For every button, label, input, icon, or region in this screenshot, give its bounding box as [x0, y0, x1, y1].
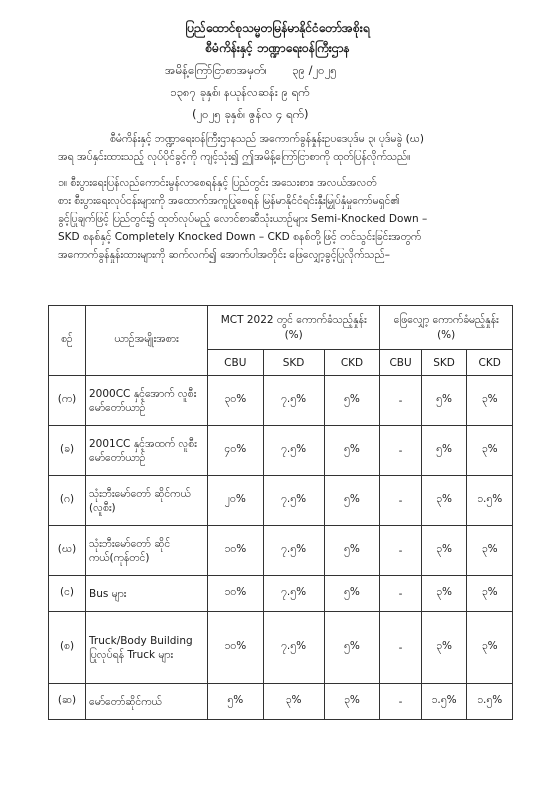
rate-cell: ၁၀% [208, 612, 264, 684]
paragraph-line: ၁။ စီးပွားရေးပြန်လည်ကောင်းမွန်လာစေရန်နှင့် ပြည်တွင်း အသေးစား၊ အလယ်အလတ် [58, 177, 377, 189]
rate-cell: ၃% [421, 476, 467, 526]
rate-cell: ၂၀% [208, 476, 264, 526]
rate-cell: ၄၀% [208, 426, 264, 476]
sub-header: CKD [467, 350, 513, 376]
rate-cell: ၇.၅% [263, 526, 324, 576]
paragraph-line: SKD စနစ်နှင့် Completely Knocked Down – CKD စနစ်တို့ဖြင့် တင်သွင်းခြင်းအတွက် [58, 231, 422, 243]
rate-cell: ၇.၅% [263, 612, 324, 684]
rate-cell: ၁၀% [208, 526, 264, 576]
col-index-header: စဉ် [49, 306, 86, 376]
row-index: (ခ) [49, 426, 86, 476]
row-index: (ဆ) [49, 684, 86, 720]
paragraph-line: စား စီးပွားရေးလုပ်ငန်းများကို အထောက်အကူပြုစေရန် မြန်မာနိုင်ငံရင်းနှီးမြှုပ်နှံမှုကော်မရှင်၏ [58, 195, 400, 207]
paragraph-line: အကောက်ခွန်နှုန်းထားများကို ဆက်လက်၍ အောက်ပါအတိုင်း ဖြေလျှော့ခွင့်ပြုလိုက်သည်– [58, 249, 390, 261]
sub-header: SKD [421, 350, 467, 376]
row-index: (စ) [49, 612, 86, 684]
table-row [49, 684, 513, 720]
group-current-header: MCT 2022 တွင် ကောက်ခံသည့်နှုန်း (%) [208, 306, 380, 350]
rate-cell: ၁.၅% [467, 476, 513, 526]
paragraph-line: အရ အပ်နှင်းထားသည့် လုပ်ပိုင်ခွင့်ကို ကျင့်သုံး၍ ဤအမိန့်ကြော်ငြာစာကို ထုတ်ပြန်လိုက်သည်။ [58, 151, 411, 163]
row-index: (က) [49, 376, 86, 426]
rate-cell: ၁၀% [208, 576, 264, 612]
rate-cell: ၇.၅% [263, 476, 324, 526]
table-row [49, 612, 513, 684]
rate-cell: ၅% [208, 684, 264, 720]
rate-cell: ၅% [324, 576, 380, 612]
notice-label: အမိန့်ကြော်ငြာစာအမှတ်၊ [165, 63, 267, 77]
rate-cell: ၅% [324, 376, 380, 426]
rate-cell: ၃၀% [208, 376, 264, 426]
rate-cell: ၅% [324, 426, 380, 476]
notice-number: ၃၉ /၂၀၂၅ [292, 63, 337, 77]
vehicle-type: မော်တော်ဆိုင်ကယ် [86, 684, 208, 720]
vehicle-type: Bus များ [86, 576, 208, 612]
rate-cell: ၃% [421, 526, 467, 576]
rate-cell: - [380, 376, 421, 426]
table-row [49, 426, 513, 476]
row-index: (ဃ) [49, 526, 86, 576]
rate-cell: ၃% [421, 612, 467, 684]
col-type-header: ယာဉ်အမျိုးအစား [86, 306, 208, 376]
row-index: (ဂ) [49, 476, 86, 526]
vehicle-type: သုံးဘီးမော်တော် ဆိုင်ကယ်(ကုန်တင်) [86, 526, 208, 576]
rate-cell: ၇.၅% [263, 376, 324, 426]
rate-cell: - [380, 476, 421, 526]
ministry-heading: စီမံကိန်းနှင့် ဘဏ္ဍာရေးဝန်ကြီးဌာန [205, 41, 350, 55]
rate-cell: ၅% [324, 526, 380, 576]
rate-cell: ၇.၅% [263, 576, 324, 612]
rate-cell: ၇.၅% [263, 426, 324, 476]
vehicle-type: 2000CC နှင့်အောက် လူစီးမော်တော်ယာဉ် [86, 376, 208, 426]
government-heading: ပြည်ထောင်စုသမ္မတမြန်မာနိုင်ငံတော်အစိုးရ [185, 21, 370, 35]
table-row [49, 526, 513, 576]
vehicle-type: Truck/Body Building ပြုလုပ်ရန် Truck များ [86, 612, 208, 684]
group-reduced-header: ဖြေလျှော့ ကောက်ခံမည့်နှုန်း (%) [380, 306, 513, 350]
vehicle-type: 2001CC နှင့်အထက် လူစီးမော်တော်ယာဉ် [86, 426, 208, 476]
rate-cell: ၁.၅% [467, 684, 513, 720]
paragraph-line: စီမံကိန်းနှင့် ဘဏ္ဍာရေးဝန်ကြီးဌာနသည် အကောက်ခွန်နှုန်းဥပဒေပုဒ်မ ၃၊ ပုဒ်မခွဲ (ဃ) [110, 133, 425, 145]
vehicle-type: သုံးဘီးမော်တော် ဆိုင်ကယ် (လူစီး) [86, 476, 208, 526]
rate-cell: ၃% [467, 576, 513, 612]
rate-cell: - [380, 684, 421, 720]
rate-cell: ၃% [467, 612, 513, 684]
sub-header: CBU [380, 350, 421, 376]
rate-cell: ၃% [467, 526, 513, 576]
date-myanmar: ၁၃၈၇ ခုနှစ်၊ နယုန်လဆန်း ၉ ရက် [170, 85, 310, 99]
row-index: (င) [49, 576, 86, 612]
rate-cell: ၃% [467, 426, 513, 476]
sub-header: SKD [263, 350, 324, 376]
sub-header: CBU [208, 350, 264, 376]
rate-cell: - [380, 612, 421, 684]
rate-cell: - [380, 576, 421, 612]
tariff-table [48, 305, 513, 720]
rate-cell: ၅% [324, 612, 380, 684]
rate-cell: ၃% [467, 376, 513, 426]
sub-header: CKD [324, 350, 380, 376]
rate-cell: ၅% [421, 426, 467, 476]
rate-cell: ၃% [324, 684, 380, 720]
table-row [49, 476, 513, 526]
rate-cell: ၅% [421, 376, 467, 426]
date-gregorian: (၂၀၂၅ ခုနှစ်၊ ဇွန်လ ၄ ရက်) [192, 107, 309, 121]
rate-cell: - [380, 526, 421, 576]
table-row [49, 376, 513, 426]
rate-cell: ၃% [263, 684, 324, 720]
rate-cell: - [380, 426, 421, 476]
rate-cell: ၅% [324, 476, 380, 526]
rate-cell: ၃% [421, 576, 467, 612]
table-row [49, 576, 513, 612]
paragraph-line: ခွင့်ပြုချက်ဖြင့် ပြည်တွင်း၌ ထုတ်လုပ်မည့် လောင်စာဆီသုံးယာဉ်များ Semi-Knocked Down – [58, 213, 428, 225]
rate-cell: ၁.၅% [421, 684, 467, 720]
